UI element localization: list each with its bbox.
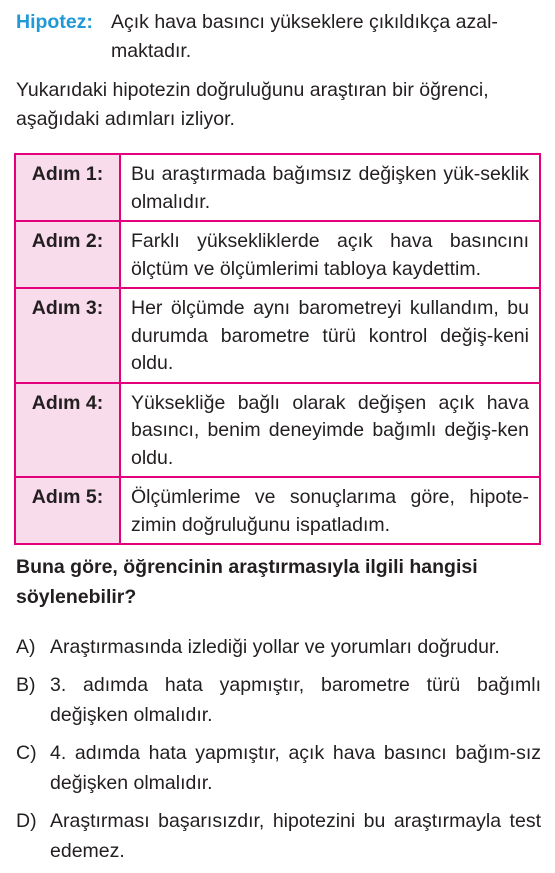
option-letter: C) xyxy=(16,742,37,764)
option-text: 4. adımda hata yapmıştır, açık hava basıncı bağım-sız değişken olmalıdır. xyxy=(50,742,541,794)
table-row xyxy=(15,154,540,221)
table-row xyxy=(15,383,540,478)
option-text: Araştırmasında izlediği yollar ve yorumları doğrudur. xyxy=(50,636,500,658)
hypothesis-line1: Açık hava basıncı yükseklere çıkıldıkça azal- xyxy=(111,11,498,33)
hypothesis-line2: maktadır. xyxy=(111,40,192,62)
step-label: Adım 3: xyxy=(15,288,120,383)
step-label: Adım 4: xyxy=(15,383,120,478)
option-text: Araştırması başarısızdır, hipotezini bu araştırmayla test edemez. xyxy=(50,810,541,862)
table-row xyxy=(15,477,540,544)
option-letter: D) xyxy=(16,810,37,832)
table-row xyxy=(15,221,540,288)
option-d[interactable] xyxy=(16,806,541,866)
intro-text: Yukarıdaki hipotezin doğruluğunu araştıran bir öğrenci, aşağıdaki adımları izliyor. xyxy=(16,79,489,130)
option-letter: B) xyxy=(16,674,36,696)
step-label: Adım 2: xyxy=(15,221,120,288)
question-text: Buna göre, öğrencinin araştırmasıyla ilgili hangisi söylenebilir? xyxy=(16,556,478,608)
hypothesis-label: Hipotez: xyxy=(16,11,93,33)
table-row xyxy=(15,288,540,383)
step-text: Ölçümlerime ve sonuçlarıma göre, hipote-zimin doğruluğunu ispatladım. xyxy=(120,477,540,544)
option-c[interactable] xyxy=(16,738,541,798)
option-a[interactable] xyxy=(16,632,541,662)
step-text: Bu araştırmada bağımsız değişken yük-seklik olmalıdır. xyxy=(120,154,540,221)
step-text: Her ölçümde aynı barometreyi kullandım, bu durumda barometre türü kontrol değiş-keni oldu. xyxy=(120,288,540,383)
step-label: Adım 1: xyxy=(15,154,120,221)
option-text: 3. adımda hata yapmıştır, barometre türü bağımlı değişken olmalıdır. xyxy=(50,674,541,726)
option-letter: A) xyxy=(16,636,36,658)
step-text: Yüksekliğe bağlı olarak değişen açık hava basıncı, benim deneyimde bağımlı değiş-ken oldu. xyxy=(120,383,540,478)
step-text: Farklı yüksekliklerde açık hava basıncını ölçtüm ve ölçümlerimi tabloya kaydettim. xyxy=(120,221,540,288)
option-b[interactable] xyxy=(16,670,541,730)
steps-table xyxy=(14,153,541,545)
hypothesis xyxy=(16,8,541,66)
step-label: Adım 5: xyxy=(15,477,120,544)
